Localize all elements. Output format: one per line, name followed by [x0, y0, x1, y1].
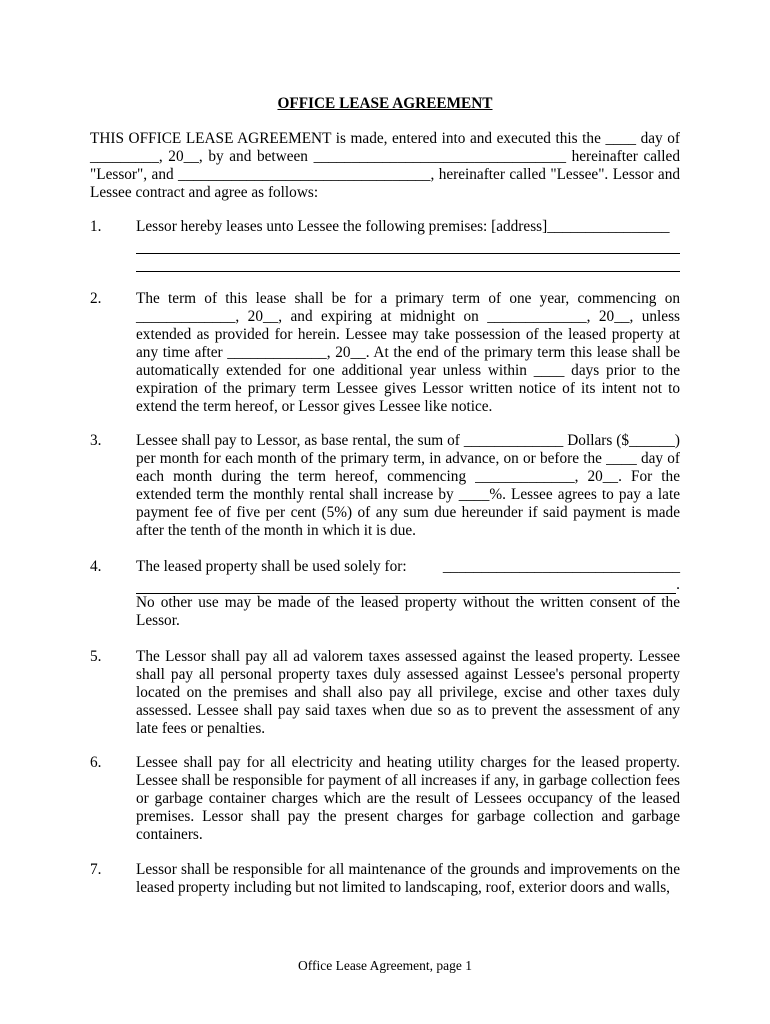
clause-text: Lessee shall pay for all electricity and heating utility charges for the leased property. Lessee shall be responsible for payment of all increases if any, in garbage collection fees or garbage container charges which are the result of Lessees occupancy of the leased premises. Lessor shall pay the present charges for garbage collection and garbage containers. — [136, 754, 680, 843]
clause-7 — [90, 861, 680, 897]
clause-5 — [90, 648, 680, 738]
clause-4 — [90, 558, 680, 630]
clause-text: Lessee shall pay to Lessor, as base rental, the sum of _____________ Dollars ($______) per month for each month of the primary term, in advance, on or before the ____ day of each month during the term hereof, commencing _____________, 20__. For the extended term the monthly rental shall increase by ____%. Lessee agrees to pay a late payment fee of five per cent (5%) of any sum due hereunder if said payment is made after the tenth of the month in which it is due. — [136, 432, 680, 539]
blank-line: _______________________________ — [442, 558, 680, 575]
document-title: OFFICE LEASE AGREEMENT — [277, 95, 493, 112]
clause-2 — [90, 290, 680, 416]
clause-1 — [90, 218, 680, 272]
clause-number: 2. — [90, 290, 102, 307]
page-footer: Office Lease Agreement, page 1 — [297, 958, 473, 973]
clause-number: 5. — [90, 648, 102, 665]
clause-6 — [90, 754, 680, 844]
clause-text: No other use may be made of the leased property without the written consent of the Lessor. — [136, 594, 680, 629]
clause-number: 4. — [90, 558, 102, 575]
blank-line — [136, 577, 676, 594]
blank-line — [136, 254, 680, 272]
clause-number: 6. — [90, 754, 102, 771]
clause-3 — [90, 432, 680, 540]
clause-number: 1. — [90, 218, 102, 235]
clause-text: Lessor hereby leases unto Lessee the following premises: [address]________________ — [136, 218, 670, 235]
clause-text: The leased property shall be used solely for: — [136, 558, 407, 575]
clause-number: 7. — [90, 861, 102, 878]
blank-line — [136, 236, 680, 254]
line-end: . — [676, 576, 680, 593]
clause-text: Lessor shall be responsible for all maintenance of the grounds and improvements on the leased property including but not limited to landscaping, roof, exterior doors and walls, — [136, 861, 680, 896]
clause-text: The term of this lease shall be for a primary term of one year, commencing on _____________, 20__, and expiring at midnight on _____________, 20__, unless extended as provided for herein. Lessee may take possession of the leased property at any time after _____________, 20__. At the end of the primary term this lease shall be automatically extended for one additional year unless within ____ days prior to the expiration of the primary term Lessee gives Lessor written notice of its intent not to extend the term hereof, or Lessor gives Lessee like notice. — [136, 290, 680, 415]
intro-paragraph: THIS OFFICE LEASE AGREEMENT is made, entered into and executed this the ____ day of _________, 20__, by and between _________________________________ hereinafter called "Lessor", and _________________________________, hereinafter called "Lessee". Lessor and Lessee contract and agree as follows: — [90, 130, 680, 201]
clause-text: The Lessor shall pay all ad valorem taxes assessed against the leased property. Lessee shall pay all personal property taxes duly assessed against Lessee's personal property located on the premises and shall also pay all privilege, excise and other taxes duly assessed. Lessee shall pay said taxes when due so as to prevent the assessment of any late fees or penalties. — [136, 648, 680, 737]
clause-number: 3. — [90, 432, 102, 449]
